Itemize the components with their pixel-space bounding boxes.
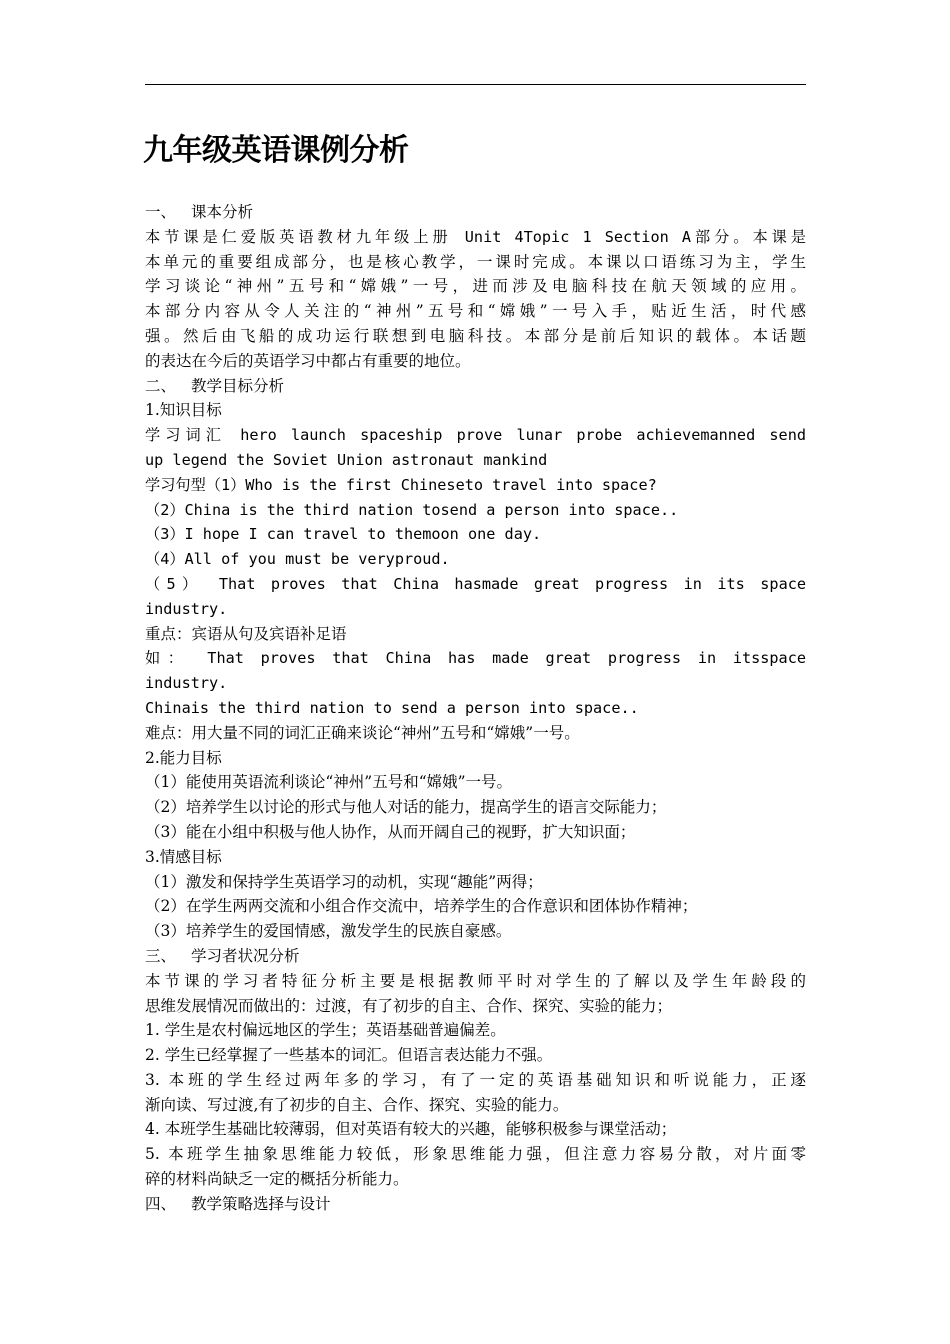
learner-item: 1. 学生是农村偏远地区的学生；英语基础普遍偏差。 [145,1021,506,1040]
section-label: 课本分析 [191,203,254,221]
ability-item: （3）能在小组中积极与他人协作，从而开阔自己的视野，扩大知识面； [145,822,636,841]
sentence-pattern: （2）China is the third nation tosend a person into space.. [145,500,679,519]
learner-item: 4. 本班学生基础比较薄弱，但对英语有较大的兴趣，能够积极参与课堂活动； [145,1120,677,1139]
section-label: 学习者状况分析 [191,946,300,965]
section-number: 四、 [145,1194,177,1213]
section-number: 三、 [145,946,177,965]
emotion-item: （1）激发和保持学生英语学习的动机，实现“趣能”两得； [145,872,543,891]
subheading-knowledge: 1.知识目标 [145,401,222,420]
section-heading-2 [145,374,806,399]
section-heading-3 [145,944,806,969]
example-line: 如： That proves that China has made great progress in itsspace [145,649,806,668]
ability-item: （1）能使用英语流利谈论“神州”五号和“嫦娥”一号。 [145,773,513,792]
paragraph-line: 本节课的学习者特征分析主要是根据教师平时对学生的了解以及学生年龄段的 [145,971,806,990]
sentence-pattern: （3）I hope I can travel to themoon one day. [145,525,542,544]
emotion-item: （3）培养学生的爱国情感，激发学生的民族自豪感。 [145,922,512,941]
header-rule [145,84,806,85]
sentence-pattern: （5） That proves that China hasmade great progress in its space [145,574,806,593]
vocab-line: 学习词汇 hero launch spaceship prove lunar probe achievemanned send [145,426,806,445]
sentence-pattern: industry. [145,599,228,618]
subheading-ability: 2.能力目标 [145,748,222,767]
section-heading-1 [145,200,806,225]
document-title: 九年级英语课例分析 [143,133,409,168]
paragraph-line: 的表达在今后的英语学习中都占有重要的地位。 [145,351,471,370]
sentence-pattern: 学习句型（1）Who is the first Chineseto travel into space? [145,475,657,494]
section-label: 教学策略选择与设计 [191,1194,331,1213]
ability-item: （2）培养学生以讨论的形式与他人对话的能力，提高学生的语言交际能力； [145,798,667,817]
paragraph-line: 强。然后由飞船的成功运行联想到电脑科技。本部分是前后知识的载体。本话题 [145,326,806,345]
key-point: 重点：宾语从句及宾语补足语 [145,624,347,643]
section-number: 二、 [145,376,177,395]
subheading-emotion: 3.情感目标 [145,847,222,866]
example-line: Chinais the third nation to send a person into space.. [145,698,639,717]
paragraph-line: 思维发展情况而做出的：过渡，有了初步的自主、合作、探究、实验的能力； [145,996,673,1015]
paragraph-line: 本部分内容从令人关注的“神州”五号和“嫦娥”一号入手，贴近生活，时代感 [145,302,806,321]
learner-item: 3. 本班的学生经过两年多的学习，有了一定的英语基础知识和听说能力，正逐 [145,1070,806,1089]
paragraph-line: 本节课是仁爱版英语教材九年级上册 Unit 4Topic 1 Section A部分。本课是 [145,227,806,246]
paragraph-line: 学习谈论“神州”五号和“嫦娥”一号，进而涉及电脑科技在航天领域的应用。 [145,277,806,296]
learner-item: 2. 学生已经掌握了一些基本的词汇。但语言表达能力不强。 [145,1046,553,1065]
paragraph-line: 本单元的重要组成部分，也是核心教学，一课时完成。本课以口语练习为主，学生 [145,252,806,271]
section-label: 教学目标分析 [191,376,285,395]
learner-item: 碎的材料尚缺乏一定的概括分析能力。 [145,1170,409,1189]
difficulty-point: 难点：用大量不同的词汇正确来谈论“神州”五号和“嫦娥”一号。 [145,723,580,742]
section-heading-4 [145,1192,806,1217]
example-line: industry. [145,674,228,693]
section-number: 一、 [145,203,177,221]
sentence-pattern: （4）All of you must be veryproud. [145,550,450,569]
emotion-item: （2）在学生两两交流和小组合作交流中，培养学生的合作意识和团体协作精神； [145,897,698,916]
vocab-line: up legend the Soviet Union astronaut mankind [145,450,548,469]
document-body [145,200,806,1217]
learner-item: 5. 本班学生抽象思维能力较低，形象思维能力强，但注意力容易分散，对片面零 [145,1145,806,1164]
learner-item: 渐向读、写过渡,有了初步的自主、合作、探究、实验的能力。 [145,1095,569,1114]
